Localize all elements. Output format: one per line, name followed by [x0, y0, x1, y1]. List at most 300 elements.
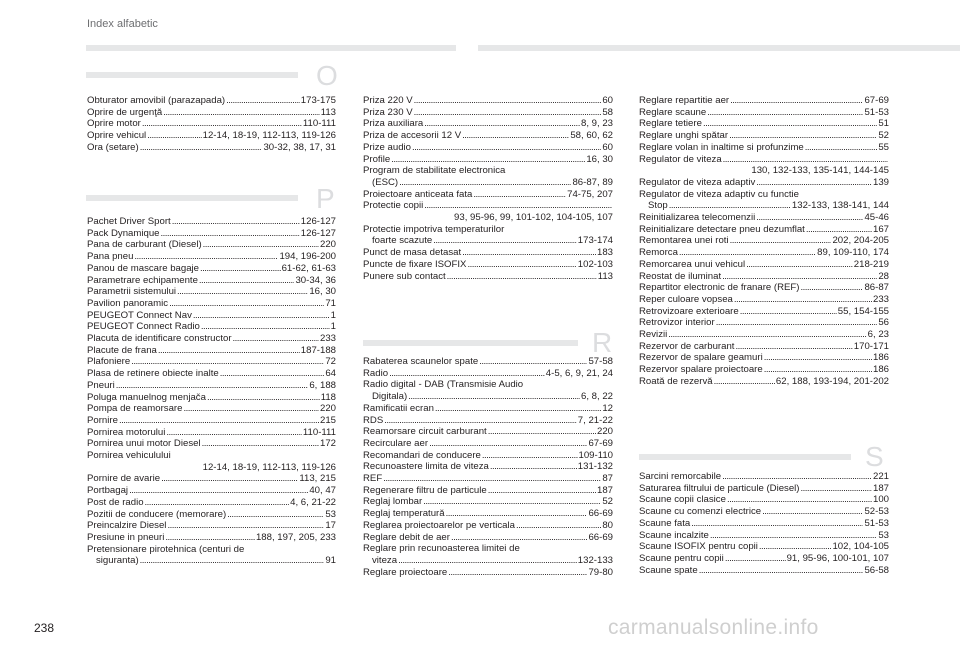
index-entry-pages: 170-171: [853, 340, 889, 352]
index-entry-pages: 52-53: [864, 506, 889, 518]
index-entry-title: Reinitializare detectare pneu dezumflat: [639, 223, 805, 235]
index-entry-pages: 113, 215: [299, 473, 336, 485]
index-entry-title: Regenerare filtru de particule: [363, 484, 487, 496]
index-entry: Protectie copii . . .: [363, 200, 613, 212]
index-entry-pages: 1: [330, 321, 336, 333]
index-entry-title: Ramificatii ecran: [363, 402, 434, 414]
index-entry: Digitala) . . . 6, 8, 22: [363, 391, 613, 403]
index-entry-pages: 131-132: [577, 461, 613, 473]
index-entry-pages: 57-58: [588, 356, 613, 367]
index-entry-pages: 58, 60, 62: [570, 130, 613, 142]
dot-leader: [203, 239, 319, 250]
index-entry-pages: 56-58: [864, 564, 889, 576]
index-entry-title: Reglare unghi spătar: [639, 130, 729, 142]
index-entry-title: Retrovizoare exterioare: [639, 305, 739, 317]
index-entry-pages: 52: [602, 496, 613, 508]
index-entry-title: Program de stabilitate electronica: [363, 165, 506, 177]
index-entry-title: Punere sub contact: [363, 270, 446, 282]
index-entry-pages: 53: [325, 508, 336, 520]
index-entry: [639, 212, 889, 224]
dot-leader: [177, 286, 308, 297]
index-entry: [87, 275, 336, 287]
index-entry-pages: 173-175: [300, 95, 336, 106]
dot-leader: [462, 130, 569, 141]
index-entry-title: Oprire vehicul: [87, 130, 147, 142]
index-entry-pages: 56: [878, 317, 889, 329]
index-entry-pages: 71: [325, 297, 336, 309]
dot-leader: [451, 532, 588, 543]
index-entry-title: RDS: [363, 414, 384, 426]
index-entry-pages: 183: [596, 247, 613, 259]
dot-leader: [446, 508, 588, 519]
page-title: Index alfabetic: [87, 18, 158, 30]
index-entry: [87, 310, 336, 322]
index-entry-pages: 58: [602, 106, 613, 118]
index-entry-pages: 55: [878, 141, 889, 153]
dot-leader: [801, 282, 864, 293]
index-entry-pages: 113: [597, 270, 613, 282]
index-entry: [363, 118, 613, 130]
dot-leader: [805, 142, 878, 153]
index-entry-title: Rabaterea scaunelor spate: [363, 356, 479, 367]
index-entry: [639, 107, 889, 119]
dot-leader: [467, 259, 576, 270]
index-entry: [639, 259, 889, 271]
index-entry-pages: 102, 104-105: [832, 541, 889, 553]
dot-leader: [727, 494, 872, 505]
index-entry-pages: 139: [872, 176, 889, 188]
index-entry: [363, 485, 613, 497]
index-entry-pages: 113: [320, 106, 336, 118]
index-entry-title: Pachet Driver Sport: [87, 216, 171, 227]
index-entry-pages: 28: [878, 270, 889, 282]
index-entry-pages: 45-46: [864, 212, 889, 224]
index-entry-pages: 130, 132-133, 135-141, 144-145: [751, 165, 889, 177]
index-entry: [87, 333, 336, 345]
index-list-p: [87, 216, 336, 567]
index-entry-pages: 89, 109-110, 174: [817, 247, 889, 259]
index-entry: [639, 506, 889, 518]
index-entry-pages: 100: [872, 494, 889, 506]
index-entry-title: Pavilion panoramic: [87, 297, 169, 309]
index-entry-pages: 202, 204-205: [832, 235, 889, 247]
index-entry: [87, 345, 336, 357]
dot-leader: [722, 271, 877, 282]
index-entry: [363, 368, 613, 380]
dot-leader: [710, 530, 877, 541]
dot-leader: [200, 263, 281, 274]
index-entry-pages: 7, 21-22: [577, 414, 613, 426]
index-entry: [87, 286, 336, 298]
index-entry: [639, 235, 889, 247]
index-entry-pages: 194, 196-200: [279, 251, 336, 263]
index-entry-pages: 218-219: [853, 258, 889, 270]
index-entry-title: Scaune fata: [639, 517, 691, 529]
index-entry: [363, 95, 613, 107]
index-entry-pages: 126-127: [300, 227, 336, 239]
index-entry-pages: 55, 154-155: [837, 305, 889, 317]
watermark: carmanualsonline.info: [608, 616, 819, 639]
index-entry: [639, 530, 889, 542]
index-entry-pages: 167: [872, 223, 889, 235]
dot-leader: [129, 485, 308, 496]
index-entry-title: Rezervor spalare proiectoare: [639, 364, 763, 376]
index-entry-pages: 8, 9, 23: [580, 118, 613, 130]
index-entry-title: REF: [363, 473, 383, 485]
index-entry-title: Punct de masa detasat: [363, 247, 462, 259]
index-entry: [639, 247, 889, 259]
dot-leader: [725, 553, 786, 564]
index-entry-title: Rezervor de carburant: [639, 340, 735, 352]
index-entry-pages: 40, 47: [309, 485, 336, 497]
index-entry-pages: 187: [872, 482, 889, 494]
dot-leader: [756, 212, 863, 223]
dot-leader: [764, 364, 872, 375]
index-entry-title: Obturator amovibil (parazapada): [87, 95, 226, 106]
index-entry-title: Pornire: [87, 414, 118, 426]
index-entry-pages: 62, 188, 193-194, 201-202: [775, 375, 889, 387]
index-entry-title: PEUGEOT Connect Nav: [87, 309, 192, 321]
dot-leader: [730, 95, 863, 106]
index-entry-title: Reglare proiectoare: [363, 566, 448, 578]
index-entry-title: Reglare repartitie aer: [639, 95, 730, 106]
index-entry: [363, 142, 613, 154]
index-entry: [639, 471, 889, 483]
index-entry-pages: 17: [325, 520, 336, 532]
index-entry: [363, 356, 613, 368]
index-entry-title: Scaune spate: [639, 564, 698, 576]
index-entry-pages: 67-69: [864, 95, 889, 106]
index-entry-title: Oprire de urgenţă: [87, 106, 163, 118]
index-entry: [639, 341, 889, 353]
index-entry-title: Reamorsare circuit carburant: [363, 426, 487, 438]
index-entry-pages: 53: [878, 529, 889, 541]
index-entry-title: Profile: [363, 153, 391, 165]
dot-leader: [233, 333, 319, 344]
index-entry-title: Scaune cu comenzi electrice: [639, 506, 762, 518]
index-entry: [639, 541, 889, 553]
index-entry-pages: 87: [602, 473, 613, 485]
index-entry-title: Recunoastere limita de viteza: [363, 461, 489, 473]
index-entry-pages: 4-5, 6, 9, 21, 24: [545, 367, 613, 379]
index-entry-pages: 93, 95-96, 99, 101-102, 104-105, 107: [454, 212, 613, 224]
index-entry-title: Scaune pentru copii: [639, 552, 724, 564]
index-entry: [639, 306, 889, 318]
dot-leader: [147, 130, 201, 141]
dot-leader: [226, 95, 300, 106]
index-entry-title: Sarcini remorcabile: [639, 471, 722, 482]
index-entry-title: Pornire de avarie: [87, 473, 161, 485]
index-entry: Stop . . . 132-133, 138-141, 144: [639, 200, 889, 212]
dot-leader: [172, 216, 300, 227]
index-entry-title: Pana pneu: [87, 251, 134, 263]
index-list-s: [639, 471, 889, 576]
index-entry-title: Reostat de iluminat: [639, 270, 722, 282]
index-entry: [363, 532, 613, 544]
dot-leader: [199, 275, 295, 286]
index-entry-pages: 79-80: [588, 566, 613, 578]
index-entry-pages: 66-69: [588, 531, 613, 543]
index-entry-title: Radio: [363, 367, 389, 379]
index-entry-pages: 30-32, 38, 17, 31: [263, 141, 336, 153]
index-entry-title: Preincalzire Diesel: [87, 520, 167, 532]
dot-leader: [414, 95, 602, 106]
index-entry-pages: 72: [325, 356, 336, 368]
index-entry-pages: 172: [319, 438, 336, 450]
dot-leader: [516, 520, 601, 531]
dot-leader: [158, 345, 300, 356]
dot-leader: [722, 471, 872, 482]
index-entry-title: Reglare prin recunoasterea limitei de: [363, 543, 520, 555]
dot-leader: [142, 118, 302, 129]
index-entry-title: Reglare tetiere: [639, 118, 702, 130]
dot-leader: [488, 485, 596, 496]
header-rule: [478, 45, 960, 51]
index-entry-title: Pornirea motorului: [87, 426, 166, 438]
dot-leader: [703, 118, 877, 129]
index-entry: [639, 553, 889, 565]
index-entry: [639, 329, 889, 341]
index-entry-pages: 86-87: [864, 282, 889, 294]
index-entry-title: Reglare volan in inaltime si profunzime: [639, 141, 804, 153]
dot-leader: [165, 532, 255, 543]
index-entry-pages: 220: [319, 239, 336, 251]
index-entry: [87, 142, 336, 154]
index-entry-pages: 4, 6, 21-22: [290, 496, 336, 508]
index-entry-pages: 118: [320, 391, 336, 403]
dot-leader: [730, 235, 832, 246]
index-entry: [87, 298, 336, 310]
index-entry: [87, 356, 336, 368]
dot-leader: [169, 298, 324, 309]
index-entry-title: Reper culoare vopsea: [639, 293, 733, 305]
index-entry: [87, 263, 336, 275]
index-entry-title: Puncte de fixare ISOFIX: [363, 258, 467, 270]
index-entry: [363, 247, 613, 259]
section-rule-o: [86, 72, 298, 78]
index-entry: siguranta) . . . 91: [87, 555, 336, 567]
index-entry-pages: 109-110: [578, 449, 613, 461]
dot-leader: [131, 356, 324, 367]
index-entry-pages: 51: [878, 118, 889, 130]
dot-leader: [423, 496, 601, 507]
dot-leader: [462, 247, 596, 258]
index-entry-title: Pornirea unui motor Diesel: [87, 438, 201, 450]
page-header: [0, 0, 960, 60]
index-entry: [87, 403, 336, 415]
index-entry-pages: 126-127: [300, 216, 336, 227]
index-entry-title: Placuta de identificare constructor: [87, 333, 232, 345]
index-entry: [87, 228, 336, 240]
index-entry-pages: 187-188: [300, 344, 336, 356]
index-entry: [639, 518, 889, 530]
dot-leader: [740, 306, 837, 317]
dot-leader: [140, 142, 263, 153]
index-entry-pages: 186: [872, 352, 889, 364]
index-entry-pages: 61-62, 61-63: [281, 262, 336, 274]
index-entry-title: Pneuri: [87, 379, 115, 391]
header-rule: [86, 45, 456, 51]
index-entry-title: Revizii: [639, 329, 668, 341]
index-entry: [87, 380, 336, 392]
index-entry: [87, 485, 336, 497]
dot-leader: [473, 189, 566, 200]
index-entry: [639, 565, 889, 577]
index-entry: [639, 317, 889, 329]
section-rule-p: [86, 195, 298, 201]
index-entry: [639, 224, 889, 236]
dot-leader: [691, 518, 863, 529]
index-entry: [639, 118, 889, 130]
index-entry-title: Pozitii de conducere (memorare): [87, 508, 227, 520]
index-entry-title: Saturarea filtrului de particule (Diesel): [639, 482, 800, 494]
index-entry: [363, 415, 613, 427]
dot-leader: [145, 497, 290, 508]
index-entry-pages: 233: [319, 333, 336, 345]
index-entry-pages: 1: [330, 309, 336, 321]
index-entry-pages: 12-14, 18-19, 112-113, 119-126: [202, 461, 336, 473]
index-entry-title: Rezervor de spalare geamuri: [639, 352, 763, 364]
index-entry-title: Priza auxiliara: [363, 118, 424, 130]
index-entry: [87, 95, 336, 107]
index-entry: viteza . . . 132-133: [363, 555, 613, 567]
index-entry-pages: 188, 197, 205, 233: [255, 531, 336, 543]
index-entry-title: Ora (setare): [87, 141, 139, 153]
index-entry: [87, 368, 336, 380]
dot-leader: [707, 107, 863, 118]
index-entry-title: Retrovizor interior: [639, 317, 715, 329]
index-entry-title: Remorcarea unui vehicul: [639, 258, 746, 270]
dot-leader: [447, 271, 597, 282]
dot-leader: [729, 130, 877, 141]
dot-leader: [756, 177, 872, 188]
index-entry: [639, 352, 889, 364]
index-entry: [87, 118, 336, 130]
dot-leader: [806, 224, 872, 235]
index-entry: [87, 321, 336, 333]
dot-leader: [389, 368, 545, 379]
dot-leader: [383, 473, 601, 484]
dot-leader: [448, 567, 587, 578]
index-entry: [87, 438, 336, 450]
index-entry-pages: 12: [602, 402, 613, 414]
index-entry: foarte scazute . . . 173-174: [363, 235, 613, 247]
index-entry: [87, 497, 336, 509]
index-entry-title: Priza 230 V: [363, 106, 413, 118]
index-entry-pages: 51-53: [864, 106, 889, 118]
index-entry-pages: 74-75, 207: [567, 188, 613, 200]
index-entry-pages: 66-69: [588, 508, 613, 520]
index-entry-pages: 220: [319, 403, 336, 415]
index-entry-title: Proiectoare anticeata fata: [363, 188, 473, 200]
dot-leader: [714, 376, 775, 387]
dot-leader: [488, 426, 596, 437]
index-entry: [639, 142, 889, 154]
index-entry-pages: 67-69: [588, 437, 613, 449]
index-entry-pages: 186: [872, 364, 889, 376]
index-entry-pages: 64: [325, 368, 336, 380]
index-entry-title: PEUGEOT Connect Radio: [87, 321, 200, 333]
index-entry: [363, 508, 613, 520]
index-entry-title: Panou de mascare bagaje: [87, 262, 200, 274]
index-entry-pages: 221: [872, 471, 889, 482]
index-entry-pages: 12-14, 18-19, 112-113, 119-126: [202, 130, 336, 142]
index-entry-title: Remorca: [639, 247, 678, 259]
dot-leader: [735, 341, 852, 352]
index-entry: [87, 473, 336, 485]
index-entry: [363, 154, 613, 166]
section-rule-r: [363, 340, 578, 346]
index-entry-title: Pornirea vehiculului: [87, 450, 171, 462]
index-entry: [363, 461, 613, 473]
index-entry-pages: 6, 188: [309, 379, 336, 391]
index-entry-title: Plafoniere: [87, 356, 131, 368]
dot-leader: [414, 107, 602, 118]
dot-leader: [435, 403, 601, 414]
index-entry: [363, 438, 613, 450]
section-letter-r: R: [592, 327, 613, 358]
index-entry: (ESC) . . . 86-87, 89: [363, 177, 613, 189]
dot-leader: [482, 450, 578, 461]
dot-leader: [167, 520, 324, 531]
dot-leader: [161, 473, 298, 484]
dot-leader: [134, 251, 278, 262]
dot-leader: [119, 415, 319, 426]
index-entry-title: Prize audio: [363, 141, 411, 153]
index-entry: [87, 532, 336, 544]
index-entry-title: Roată de rezervă: [639, 375, 713, 387]
index-entry-title: Pretensionare pirotehnica (centuri de: [87, 543, 245, 555]
index-entry-title: Protectie impotriva temperaturilor: [363, 223, 505, 235]
index-entry-pages: 91, 95-96, 100-101, 107: [786, 552, 889, 564]
index-entry-pages: 80: [602, 519, 613, 531]
index-entry: [639, 364, 889, 376]
index-entry-title: Reglaj lombar: [363, 496, 423, 508]
dot-leader: [163, 107, 320, 118]
dot-leader: [193, 310, 330, 321]
index-entry-pages: 30-34, 36: [295, 274, 336, 286]
dot-leader: [384, 415, 577, 426]
index-entry-title: Reinitializarea telecomenzii: [639, 212, 756, 224]
index-entry: Regulator de viteza . . .: [639, 154, 889, 166]
index-entry: [639, 271, 889, 283]
index-entry-title: Pompa de reamorsare: [87, 403, 183, 415]
dot-leader: [116, 380, 309, 391]
dot-leader: [764, 352, 872, 363]
dot-leader: [227, 509, 324, 520]
dot-leader: [801, 483, 872, 494]
index-entry-title: Plasa de retinere obiecte inalte: [87, 368, 219, 380]
index-entry-title: Radio digital - DAB (Transmisie Audio: [363, 379, 524, 391]
index-entry-title: Priza 220 V: [363, 95, 413, 106]
index-entry: [87, 130, 336, 142]
dot-leader: [161, 228, 300, 239]
index-entry-title: Scaune copii clasice: [639, 494, 726, 506]
index-entry-pages: 51-53: [864, 517, 889, 529]
index-entry: [87, 392, 336, 404]
dot-leader: [479, 356, 587, 367]
index-entry: [363, 473, 613, 485]
dot-leader: [220, 368, 325, 379]
index-entry-title: Parametrii sistemului: [87, 286, 177, 298]
index-entry-pages: 52: [878, 130, 889, 142]
index-entry: [639, 95, 889, 107]
dot-leader: [412, 142, 601, 153]
index-entry: [87, 107, 336, 119]
index-entry: [363, 520, 613, 532]
index-entry: [639, 294, 889, 306]
index-entry-title: Presiune in pneuri: [87, 531, 165, 543]
